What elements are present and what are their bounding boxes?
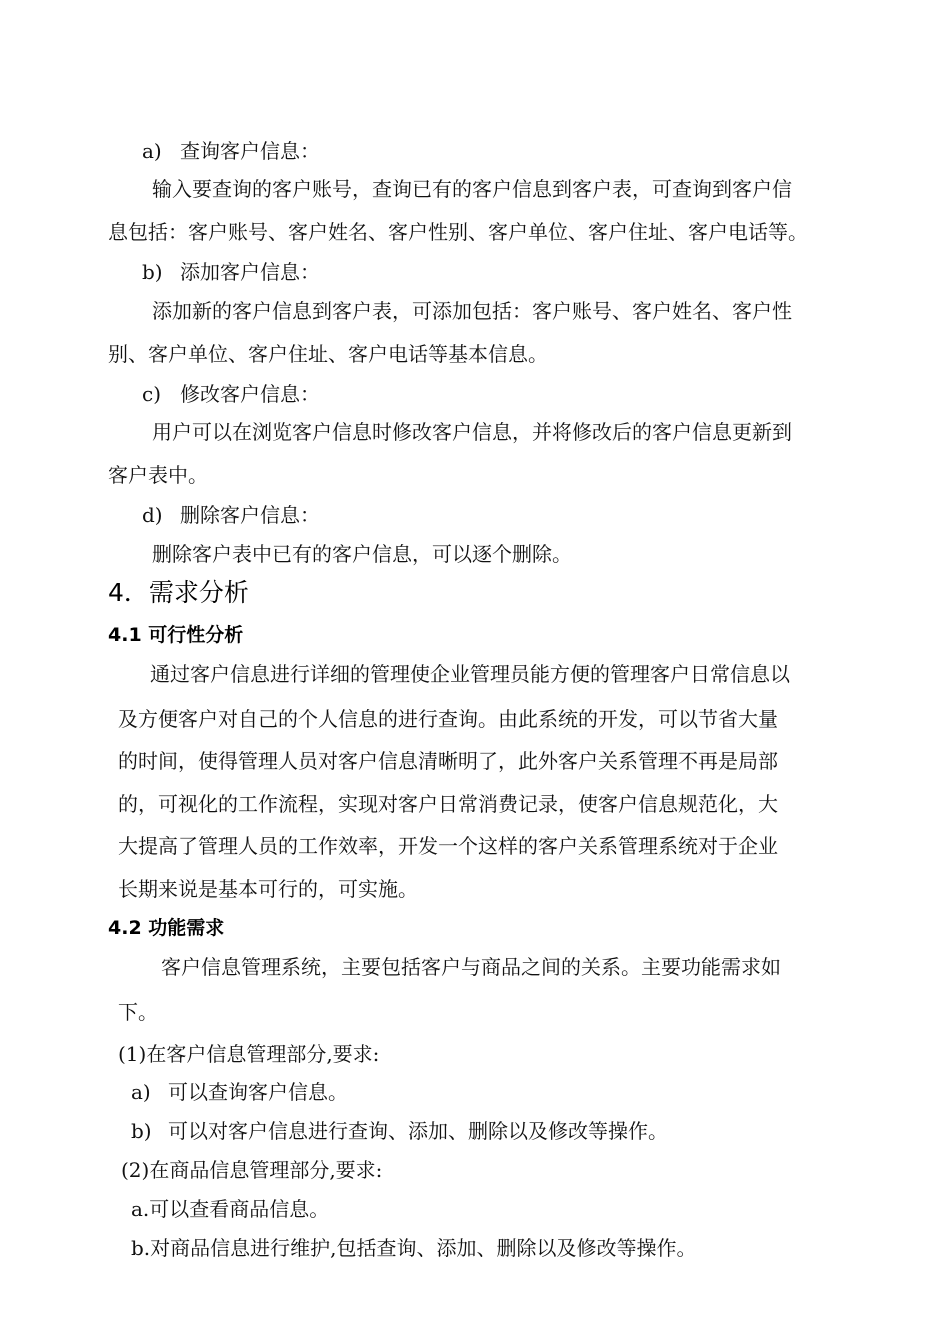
paragraph-line: 下。 [118,1000,158,1024]
paragraph-line: 大提高了管理人员的工作效率，开发一个这样的客户关系管理系统对于企业 [118,834,778,858]
list-item: a.可以查看商品信息。 [131,1197,330,1221]
list-item: b.对商品信息进行维护,包括查询、添加、删除以及修改等操作。 [131,1236,697,1260]
requirement-part-1-title: (1)在客户信息管理部分,要求: [118,1042,380,1066]
item-marker-d: d) [142,503,163,527]
paragraph-line: 息包括：客户账号、客户姓名、客户性别、客户单位、客户住址、客户电话等。 [108,220,808,244]
list-item: 可以对客户信息进行查询、添加、删除以及修改等操作。 [168,1119,668,1143]
paragraph-line: 输入要查询的客户账号，查询已有的客户信息到客户表，可查询到客户信 [152,177,792,201]
item-marker-b: b) [142,260,163,284]
paragraph-line: 客户信息管理系统，主要包括客户与商品之间的关系。主要功能需求如 [161,955,781,979]
paragraph-line: 的时间，使得管理人员对客户信息清晰明了，此外客户关系管理不再是局部 [118,749,778,773]
item-title-add: 添加客户信息： [180,260,320,284]
list-marker: b) [131,1119,152,1143]
paragraph-line: 添加新的客户信息到客户表，可添加包括：客户账号、客户姓名、客户性 [152,299,792,323]
paragraph-line: 别、客户单位、客户住址、客户电话等基本信息。 [108,342,548,366]
item-title-query: 查询客户信息： [180,139,320,163]
item-marker-c: c) [142,382,162,406]
paragraph-line: 通过客户信息进行详细的管理使企业管理员能方便的管理客户日常信息以 [150,662,790,686]
paragraph-line: 的，可视化的工作流程，实现对客户日常消费记录，使客户信息规范化，大 [118,792,778,816]
list-item: 可以查询客户信息。 [168,1080,348,1104]
item-title-edit: 修改客户信息： [180,382,320,406]
section-heading-4: 4．需求分析 [108,578,249,607]
paragraph-line: 客户表中。 [108,463,208,487]
requirement-part-2-title: (2)在商品信息管理部分,要求: [121,1158,383,1182]
paragraph-line: 长期来说是基本可行的，可实施。 [118,877,418,901]
subsection-heading-4-2: 4.2 功能需求 [108,917,225,939]
list-marker: a) [131,1080,151,1104]
item-title-delete: 删除客户信息： [180,503,320,527]
paragraph-line: 用户可以在浏览客户信息时修改客户信息，并将修改后的客户信息更新到 [152,420,792,444]
paragraph-line: 及方便客户对自己的个人信息的进行查询。由此系统的开发，可以节省大量 [118,707,778,731]
subsection-heading-4-1: 4.1 可行性分析 [108,624,244,646]
paragraph-line: 删除客户表中已有的客户信息，可以逐个删除。 [152,542,572,566]
item-marker-a: a) [142,139,162,163]
